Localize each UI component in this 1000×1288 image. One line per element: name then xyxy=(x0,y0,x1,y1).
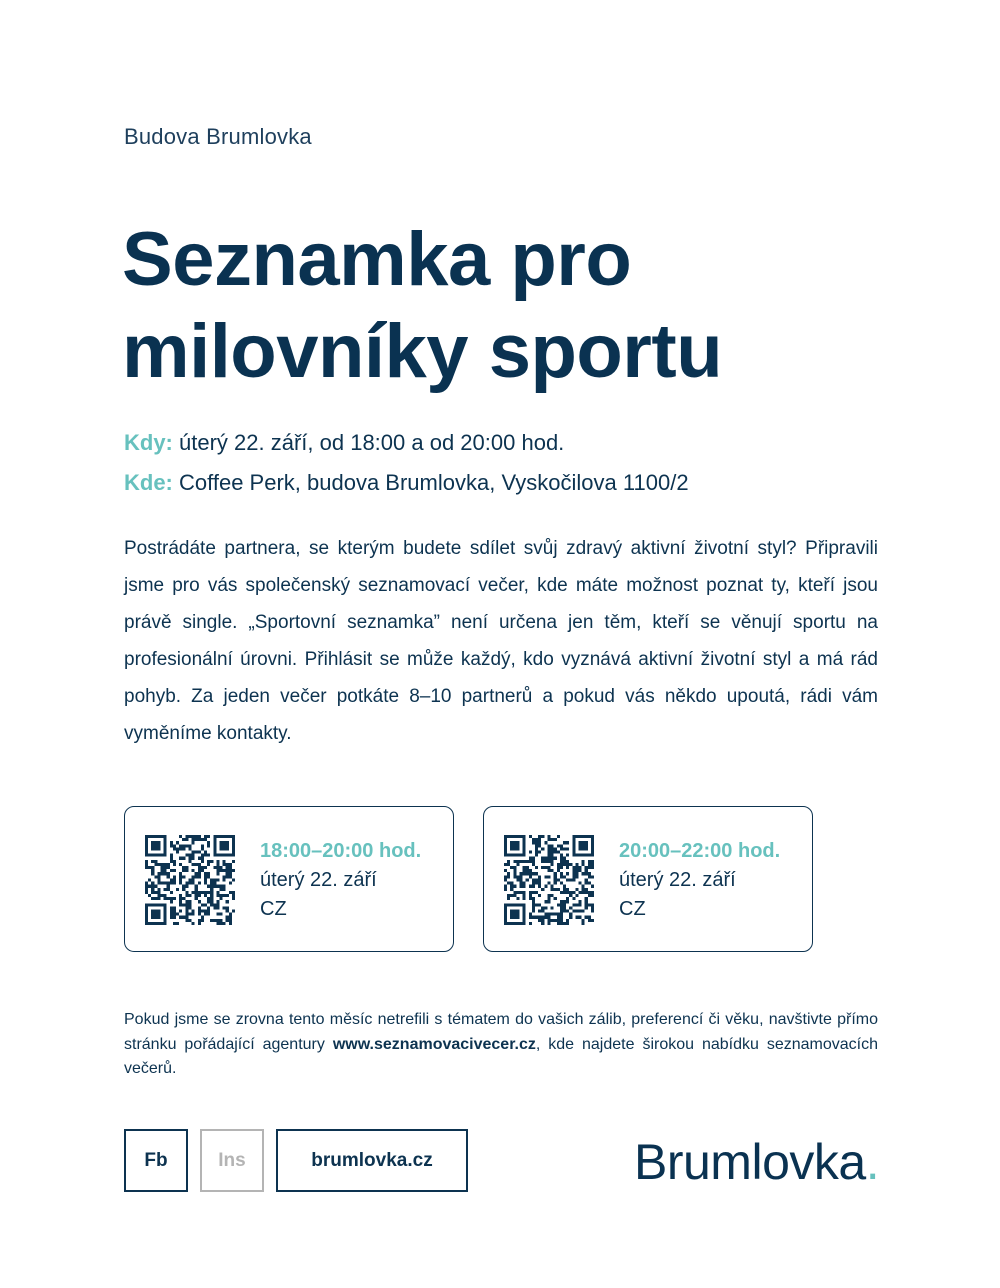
agency-note-text-after: , kde najdete širokou nabídku seznamovacích večerů. xyxy=(124,1035,878,1077)
instagram-button[interactable]: Ins xyxy=(200,1129,264,1192)
session-2-language: CZ xyxy=(619,898,646,920)
where-row xyxy=(124,470,689,496)
agency-link[interactable]: www.seznamovacivecer.cz xyxy=(332,1035,536,1053)
title-line-2: milovníky sportu xyxy=(122,309,723,394)
logo-text: Brumlovka xyxy=(634,1134,866,1190)
logo-dot: . xyxy=(865,1134,880,1190)
agency-note xyxy=(124,1008,878,1082)
agency-note-text-before: Pokud jsme se zrovna tento měsíc netrefili s tématem do vašich zálib, preferencí či věku, navštivte přímo stránku pořádající agentury xyxy=(124,1011,878,1053)
session-2-date: úterý 22. září xyxy=(619,869,736,891)
session-1-language: CZ xyxy=(260,898,287,920)
page-title xyxy=(122,214,882,398)
when-label: Kdy: xyxy=(124,430,173,455)
event-description: Postrádáte partnera, se kterým budete sdílet svůj zdravý aktivní životní styl? Připravili jsme pro vás společenský seznamovací večer, kde máte možnost poznat ty, kteří jsou právě single. „Sportovní seznamka” není určena jen těm, kteří se věnují sportu na profesionální úrovni. Přihlásit se může každý, kdo vyznává aktivní životní styl a má rád pohyb. Za jeden večer potkáte 8–10 partnerů a pokud vás někdo upoutá, rádi vám vyměníme kontakty. xyxy=(124,538,878,744)
brumlovka-logo xyxy=(634,1130,879,1194)
session-2-time: 20:00–22:00 hod. xyxy=(619,840,781,862)
qr-code-icon[interactable] xyxy=(145,835,235,925)
session-2-details xyxy=(619,837,780,924)
where-value: Coffee Perk, budova Brumlovka, Vyskočilova 1100/2 xyxy=(179,470,689,495)
session-card-2[interactable] xyxy=(483,806,813,952)
when-row xyxy=(124,430,564,456)
session-1-date: úterý 22. září xyxy=(260,869,377,891)
session-card-1[interactable] xyxy=(124,806,454,952)
website-button[interactable]: brumlovka.cz xyxy=(276,1129,468,1192)
when-value: úterý 22. září, od 18:00 a od 20:00 hod. xyxy=(179,430,565,455)
session-1-time: 18:00–20:00 hod. xyxy=(260,840,422,862)
qr-code-icon[interactable] xyxy=(504,835,594,925)
venue-name: Budova Brumlovka xyxy=(124,124,312,149)
session-1-details xyxy=(260,837,421,924)
title-line-1: Seznamka pro xyxy=(122,217,632,302)
facebook-button[interactable]: Fb xyxy=(124,1129,188,1192)
where-label: Kde: xyxy=(124,470,173,495)
